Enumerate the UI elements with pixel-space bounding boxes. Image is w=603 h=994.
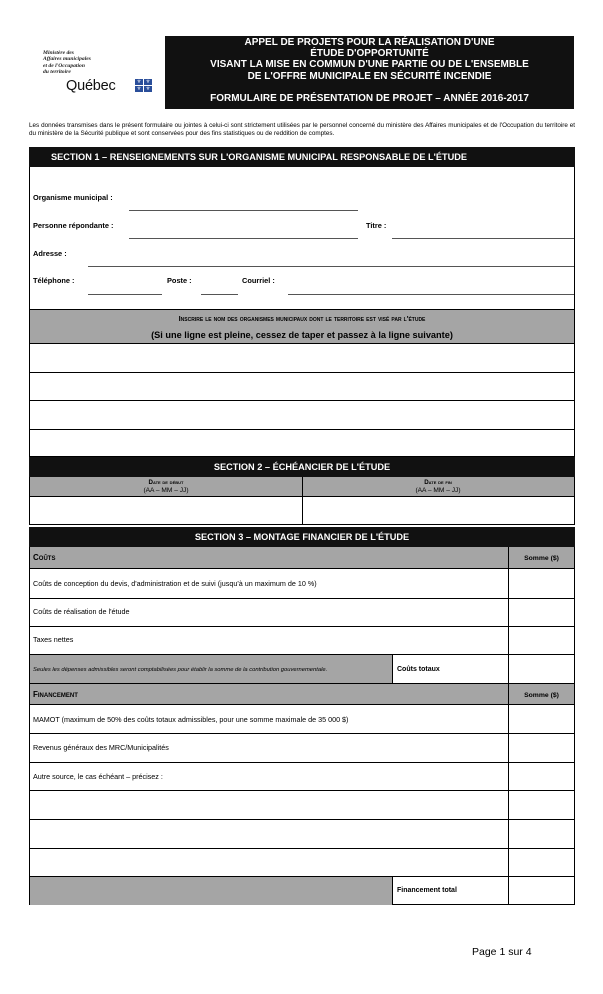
municipalities-instruction-band [30, 309, 574, 344]
financing-row-divider [30, 733, 574, 734]
financement-somme-header [508, 683, 574, 705]
form-subtitle: FORMULAIRE DE PRÉSENTATION DE PROJET – ANNÉE 2016-2017 [210, 92, 529, 104]
other-source-row-3[interactable] [30, 849, 508, 876]
adresse-field[interactable] [88, 266, 574, 267]
couts-header-band [30, 547, 508, 569]
telephone-label: Téléphone : [33, 276, 75, 285]
totaux-divider [392, 654, 393, 683]
cost-conception-amount[interactable] [509, 570, 574, 598]
quebec-wordmark: Québec [66, 78, 116, 94]
poste-field[interactable] [201, 294, 238, 295]
couts-totaux-amount[interactable] [509, 655, 574, 683]
personne-field[interactable] [129, 238, 358, 239]
municipality-row-1[interactable] [30, 345, 574, 372]
quebec-logo [36, 44, 156, 104]
ministry-name: Ministère des Affaires municipales et de l'Occupation du territoire [43, 50, 91, 76]
couts-somme-header [508, 547, 574, 569]
financement-header: Financement [33, 690, 78, 699]
financement-total-label: Financement total [397, 887, 457, 894]
section2-header: SECTION 2 – ÉCHÉANCIER DE L'ÉTUDE [29, 457, 575, 477]
form-title-box [165, 36, 574, 109]
financing-row-label: MAMOT (maximum de 50% des coûts totaux admissibles, pour une somme maximale de 35 000 $) [33, 715, 349, 724]
financement-total-divider [392, 876, 393, 905]
section1-header: SECTION 1 – RENSEIGNEMENTS SUR L'ORGANISME MUNICIPAL RESPONSABLE DE L'ÉTUDE [29, 147, 575, 167]
titre-field[interactable] [392, 238, 574, 239]
financement-total-amount[interactable] [509, 877, 574, 905]
autre-source-amount[interactable] [509, 763, 574, 790]
financing-row-divider [30, 762, 574, 763]
cost-row-divider [30, 598, 574, 599]
revenus-amount[interactable] [509, 734, 574, 762]
inscrire-label: Inscrire le nom des organismes municipaux dont le territoire est visé par l'étude [178, 314, 426, 323]
title-line: APPEL DE PROJETS POUR LA RÉALISATION D'UNE [244, 37, 495, 48]
financement-somme-label: Somme ($) [524, 692, 559, 699]
financement-total-band [30, 877, 392, 905]
courriel-field[interactable] [288, 294, 574, 295]
start-date-format: (AA – MM – JJ) [143, 487, 189, 494]
title-line: VISANT LA MISE EN COMMUN D'UNE PARTIE OU DE L'ENSEMBLE [210, 59, 529, 71]
title-line: ÉTUDE D'OPPORTUNITÉ [310, 48, 429, 60]
start-date-field[interactable] [30, 498, 302, 524]
start-date-label: Date de début [148, 479, 184, 486]
organisme-label: Organisme municipal : [33, 193, 113, 202]
end-date-format: (AA – MM – JJ) [415, 487, 461, 494]
mamot-amount[interactable] [509, 706, 574, 733]
end-date-label: Date de fin [424, 479, 452, 486]
cost-taxes-amount[interactable] [509, 627, 574, 654]
couts-somme-label: Somme ($) [524, 555, 559, 562]
cost-row-label: Coûts de réalisation de l'étude [33, 607, 130, 616]
end-date-field[interactable] [303, 498, 574, 524]
eligible-note-band [30, 655, 392, 683]
municipality-row-2[interactable] [30, 373, 574, 400]
page-number: Page 1 sur 4 [472, 946, 532, 958]
municipality-row-4[interactable] [30, 430, 574, 457]
couts-totaux-label: Coûts totaux [397, 666, 440, 673]
organisme-field[interactable] [129, 210, 358, 211]
title-line: DE L'OFFRE MUNICIPALE EN SÉCURITÉ INCENDIE [247, 70, 492, 82]
couts-header: Coûts [33, 553, 56, 562]
cost-row-label: Coûts de conception du devis, d'administration et de suivi (jusqu'à un maximum de 10 %) [33, 579, 317, 588]
financement-header-band [30, 683, 508, 705]
adresse-label: Adresse : [33, 249, 67, 258]
courriel-label: Courriel : [242, 276, 275, 285]
privacy-disclaimer: Les données transmises dans le présent formulaire ou jointes à celui-ci sont strictement utilisées par le personnel concerné du ministère des Affaires municipales et de l'Occupation du territoire et du ministère de la Sécurité publique et sont conservées pour des fins statistiques ou de reddition de comptes. [29, 122, 575, 137]
other-source-row-2[interactable] [30, 820, 508, 848]
cost-realisation-amount[interactable] [509, 599, 574, 626]
cost-row-divider [30, 626, 574, 627]
line-full-note: (Si une ligne est pleine, cessez de taper et passez à la ligne suivante) [151, 330, 453, 340]
other-source-row-1[interactable] [30, 791, 508, 819]
cost-row-label: Taxes nettes [33, 635, 74, 644]
poste-label: Poste : [167, 276, 192, 285]
financing-row-label: Revenus généraux des MRC/Municipalités [33, 743, 169, 752]
financing-row-label: Autre source, le cas échéant – précisez : [33, 772, 163, 781]
telephone-field[interactable] [88, 294, 162, 295]
municipality-row-3[interactable] [30, 401, 574, 429]
section3-header: SECTION 3 – MONTAGE FINANCIER DE L'ÉTUDE [29, 527, 575, 547]
fleur-de-lis-icon: ⚜ ⚜ ⚜ ⚜ [136, 79, 151, 92]
titre-label: Titre : [366, 221, 387, 230]
personne-label: Personne répondante : [33, 221, 114, 230]
eligible-note: Seules les dépenses admissibles seront comptabilisées pour établir la somme de la contribution gouvernementale. [33, 667, 328, 673]
